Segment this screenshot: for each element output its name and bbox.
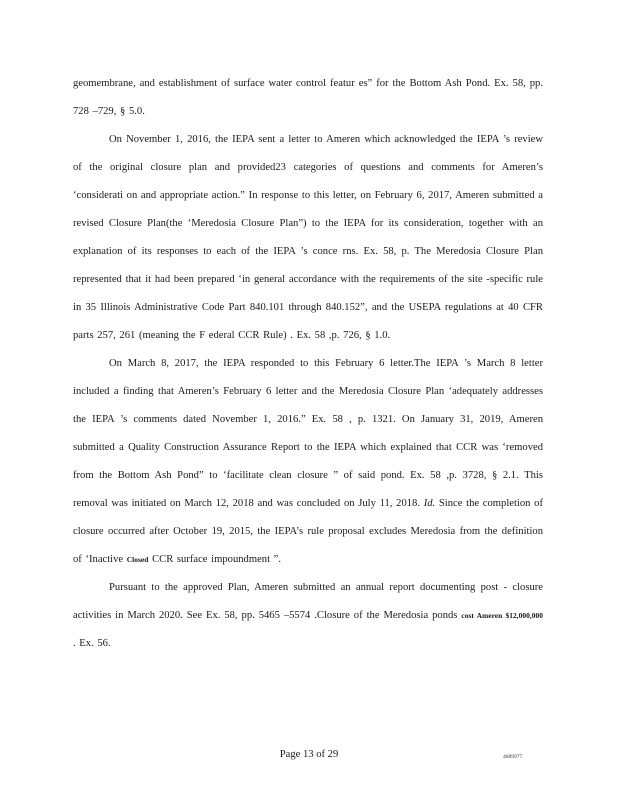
paragraph-text: Pursuant to the approved Plan, Ameren submitted an annual report documenting post - closure activities in March 2020. See Ex. 58, pp. 5465 –5574 .Closure of the Meredosia ponds	[73, 582, 543, 621]
paragraph-text: . Ex. 56.	[73, 638, 111, 649]
paragraph-text: cost Ameren $12,000,000	[461, 611, 543, 620]
paragraph	[73, 70, 543, 126]
paragraph	[73, 126, 543, 350]
paragraph-text: Since the completion of closure occurred after October 19, 2015, the IEPA’s rule proposal excludes Meredosia from the definition of ‘Inactive	[73, 498, 543, 565]
paragraph-text: On November 1, 2016, the IEPA sent a letter to Ameren which acknowledged the IEPA ’s review of the original closure plan and provided23 categories of questions and comments for Ameren’s ‘considerati on and appropriate action.” In response to this letter, on February 6, 2017, Ameren submitted a revised Closure Plan(the ‘Meredosia Closure Plan”) to the IEPA for its consideration, together with an explanation of its responses to each of the IEPA ’s conce rns. Ex. 58, p. The Meredosia Closure Plan represented that it had been prepared ‘in general accordance with the requirements of the site -specific rule in 35 Illinois Administrative Code Part 840.101 through 840.152”, and the USEPA regulations at 40 CFR parts 257, 261 (meaning the F ederal CCR Rule) . Ex. 58 ,p. 726, § 1.0.	[73, 134, 543, 341]
paragraph-text: Id.	[423, 498, 436, 509]
paragraph	[73, 574, 543, 658]
document-id: 4689977	[503, 754, 523, 760]
paragraph-text: On March 8, 2017, the IEPA responded to this February 6 letter.The IEPA ’s March 8 letter included a finding that Ameren’s February 6 letter and the Meredosia Closure Plan ‘adequately addresses the IEPA ’s comments dated November 1, 2016.” Ex. 58 , p. 1321. On January 31, 2019, Ameren submitted a Quality Construction Assurance Report to the IEPA which explained that CCR was ‘removed from the Bottom Ash Pond” to ‘facilitate clean closure ” of said pond. Ex. 58 ,p. 3728, § 2.1. This removal was initiated on March 12, 2018 and was concluded on July 11, 2018.	[73, 358, 543, 509]
paragraph	[73, 350, 543, 574]
document-body	[73, 70, 543, 658]
paragraph-text: CCR surface impoundment ”.	[148, 554, 282, 565]
page-number: Page 13 of 29	[279, 749, 339, 760]
paragraph-text: Closed	[126, 555, 149, 564]
paragraph-text: geomembrane, and establishment of surface water control featur es” for the Bottom Ash Pond. Ex. 58, pp. 728 –729, § 5.0.	[73, 78, 543, 117]
